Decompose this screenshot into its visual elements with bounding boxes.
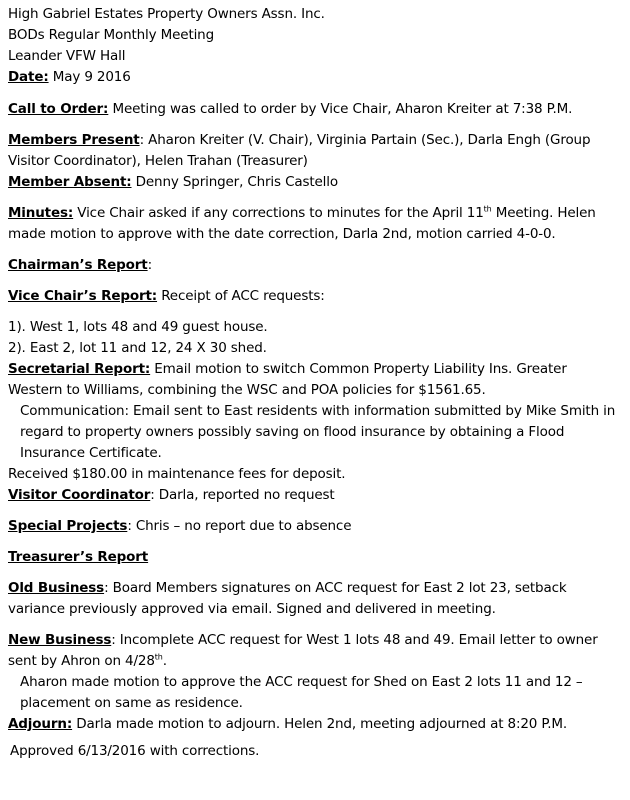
vice-chair-report-section — [8, 286, 622, 307]
approved-note: Approved 6/13/2016 with corrections. — [10, 743, 260, 759]
visitor-coordinator-label: Visitor Coordinator — [8, 487, 151, 503]
members-present-text: : Aharon Kreiter (V. Chair), Virginia Partain (Sec.), Darla Engh (Group Visitor Coordinator), Helen Trahan (Treasurer) — [8, 132, 591, 169]
vice-chair-report-label: Vice Chair’s Report: — [8, 288, 158, 304]
document-header — [8, 0, 622, 88]
minutes-document — [8, 0, 622, 762]
special-projects-text: : Chris – no report due to absence — [127, 518, 352, 534]
vice-chair-report-text: Receipt of ACC requests: — [157, 288, 325, 304]
meeting-location: Leander VFW Hall — [8, 48, 126, 64]
minutes-label: Minutes: — [8, 205, 74, 221]
treasurer-report-label: Treasurer’s Report — [8, 549, 149, 565]
member-absent-text: Denny Springer, Chris Castello — [131, 174, 338, 190]
minutes-text-before: Vice Chair asked if any corrections to minutes for the April 11 — [73, 205, 484, 221]
members-present-section — [8, 130, 622, 172]
call-to-order-text: Meeting was called to order by Vice Chair, Aharon Kreiter at 7:38 P.M. — [108, 101, 573, 117]
adjourn-section — [8, 714, 622, 735]
secretarial-report-text: Email motion to switch Common Property Liability Ins. Greater Western to Williams, combining the WSC and POA policies for $1561.65. — [8, 361, 567, 398]
minutes-text-after: Meeting. Helen made motion to approve with the date correction, Darla 2nd, motion carried 4-0-0. — [8, 205, 596, 242]
member-absent-label: Member Absent: — [8, 174, 132, 190]
minutes-section — [8, 203, 622, 245]
secretarial-report-label: Secretarial Report: — [8, 361, 151, 377]
new-business-text-after: . — [162, 653, 167, 669]
date-label: Date: — [8, 69, 49, 85]
adjourn-label: Adjourn: — [8, 716, 73, 732]
meeting-type: BODs Regular Monthly Meeting — [8, 27, 215, 43]
new-business-sup: th — [154, 652, 163, 662]
secretarial-communication: Communication: Email sent to East residents with information submitted by Mike Smith in regard to property owners possibly saving on flood insurance by obtaining a Flood Insurance Certificate. — [20, 403, 616, 461]
new-business-motion: Aharon made motion to approve the ACC request for Shed on East 2 lots 11 and 12 – placement on same as residence. — [20, 674, 583, 711]
member-absent-section — [8, 172, 622, 193]
visitor-coordinator-section — [8, 485, 622, 506]
old-business-text: : Board Members signatures on ACC request for East 2 lot 23, setback variance previously approved via email. Signed and delivered in meeting. — [8, 580, 567, 617]
new-business-text-before: : Incomplete ACC request for West 1 lots 48 and 49. Email letter to owner sent by Ahron on 4/28 — [8, 632, 598, 669]
treasurer-report-section — [8, 547, 622, 568]
list-item: 2). East 2, lot 11 and 12, 24 X 30 shed. — [8, 340, 267, 356]
org-name: High Gabriel Estates Property Owners Assn. Inc. — [8, 6, 325, 22]
secretarial-report-section — [8, 359, 622, 401]
call-to-order-label: Call to Order: — [8, 101, 109, 117]
chairman-report-suffix: : — [147, 257, 153, 273]
chairman-report-label: Chairman’s Report — [8, 257, 148, 273]
list-item: 1). West 1, lots 48 and 49 guest house. — [8, 319, 268, 335]
new-business-section — [8, 630, 622, 672]
meeting-date — [8, 67, 622, 88]
secretarial-received: Received $180.00 in maintenance fees for deposit. — [8, 466, 346, 482]
members-present-label: Members Present — [8, 132, 140, 148]
old-business-label: Old Business — [8, 580, 105, 596]
visitor-coordinator-text: : Darla, reported no request — [150, 487, 335, 503]
date-value: May 9 2016 — [48, 69, 131, 85]
adjourn-text: Darla made motion to adjourn. Helen 2nd, meeting adjourned at 8:20 P.M. — [72, 716, 568, 732]
call-to-order-section — [8, 99, 622, 120]
chairman-report-section — [8, 255, 622, 276]
minutes-sup: th — [483, 204, 492, 214]
special-projects-section — [8, 516, 622, 537]
new-business-label: New Business — [8, 632, 112, 648]
special-projects-label: Special Projects — [8, 518, 128, 534]
old-business-section — [8, 578, 622, 620]
